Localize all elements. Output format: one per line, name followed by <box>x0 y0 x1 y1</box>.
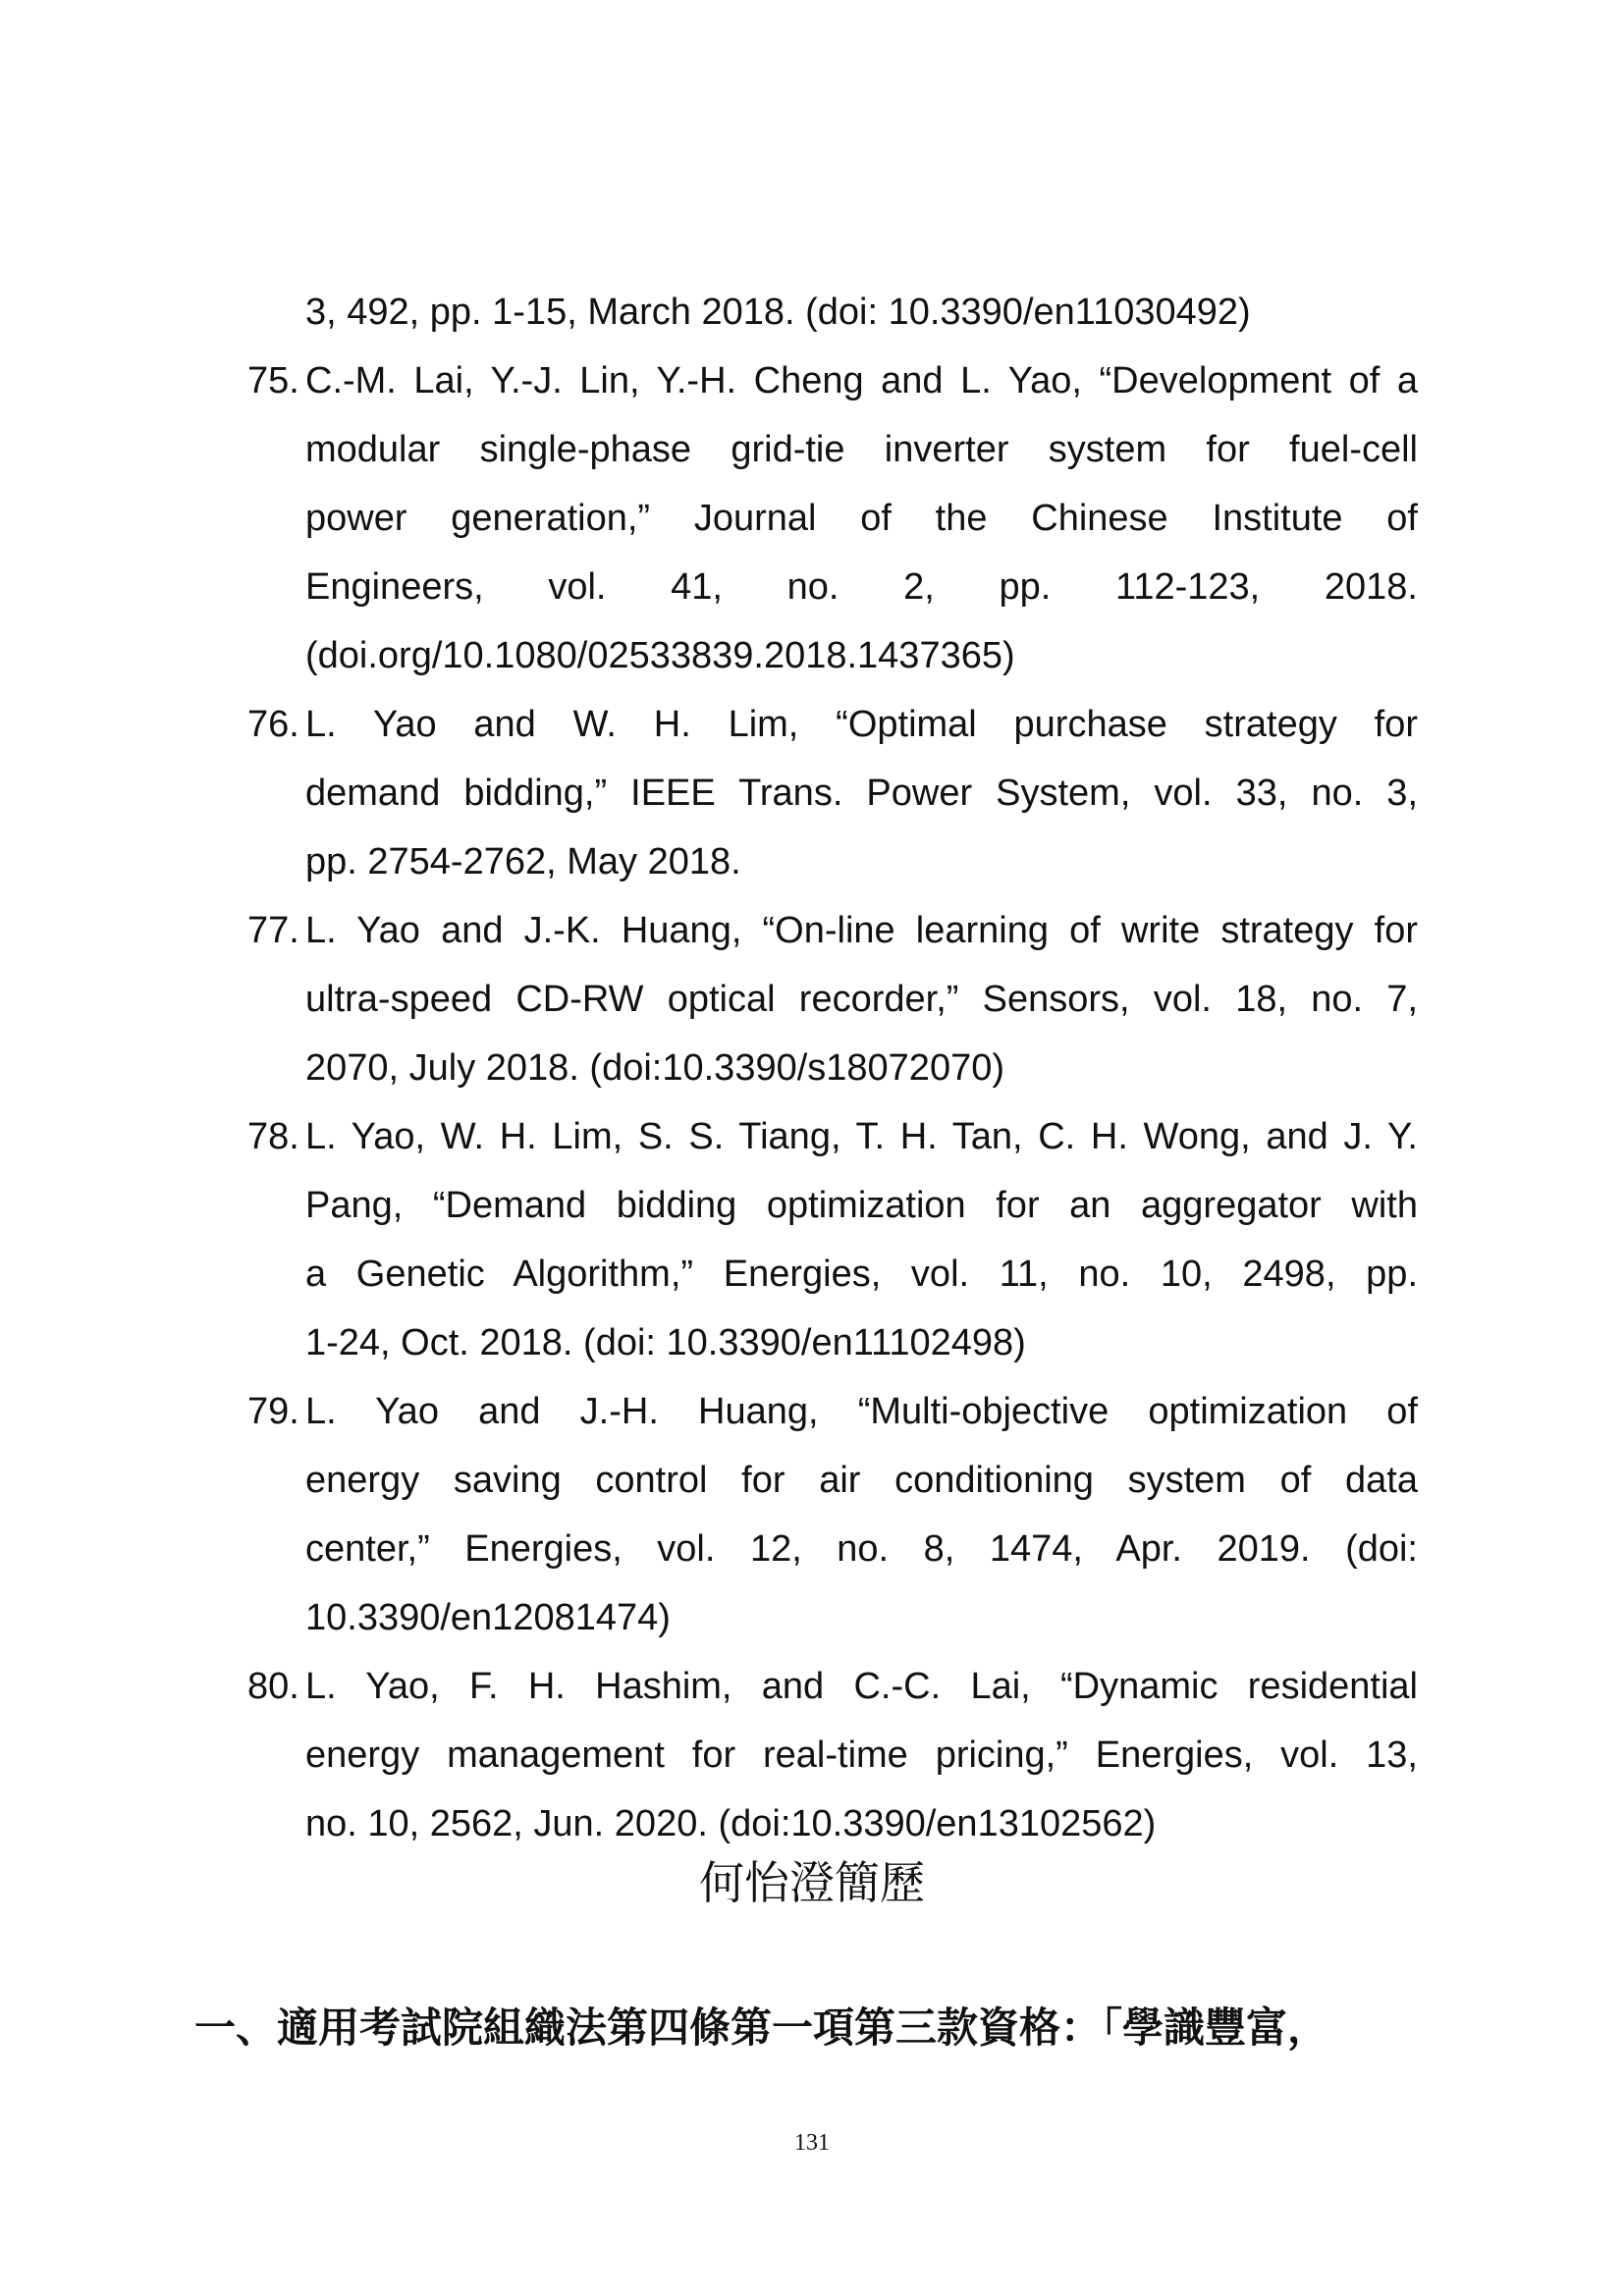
reference-line: Engineers, vol. 41, no. 2, pp. 112-123, 2018. <box>305 566 1418 608</box>
reference-entry <box>247 1652 1418 1858</box>
reference-number: 77. <box>247 910 299 951</box>
reference-line: 2070, July 2018. (doi:10.3390/s18072070) <box>305 1047 1004 1089</box>
reference-line: 3, 492, pp. 1-15, March 2018. (doi: 10.3390/en11030492) <box>305 292 1251 333</box>
section-title: 何怡澄簡歷 <box>699 1857 925 1908</box>
reference-line: L. Yao and J.-K. Huang, “On-line learning of write strategy for <box>305 910 1418 951</box>
reference-number: 75. <box>247 360 299 401</box>
reference-line: a Genetic Algorithm,” Energies, vol. 11, no. 10, 2498, pp. <box>305 1254 1418 1295</box>
reference-line: center,” Energies, vol. 12, no. 8, 1474, Apr. 2019. (doi: <box>305 1528 1418 1570</box>
reference-entry <box>247 1377 1418 1652</box>
reference-line: energy management for real-time pricing,” Energies, vol. 13, <box>305 1735 1418 1776</box>
reference-line: L. Yao, F. H. Hashim, and C.-C. Lai, “Dynamic residential <box>305 1666 1418 1707</box>
reference-line: demand bidding,” IEEE Trans. Power System, vol. 33, no. 3, <box>305 773 1418 814</box>
reference-line: ultra-speed CD-RW optical recorder,” Sensors, vol. 18, no. 7, <box>305 979 1418 1020</box>
reference-line: power generation,” Journal of the Chinese Institute of <box>305 498 1418 539</box>
reference-line: C.-M. Lai, Y.-J. Lin, Y.-H. Cheng and L. Yao, “Development of a <box>305 360 1418 401</box>
reference-entry <box>247 1102 1418 1377</box>
reference-entry <box>247 690 1418 896</box>
reference-number: 76. <box>247 704 299 745</box>
reference-list <box>247 278 1418 1858</box>
reference-line: L. Yao, W. H. Lim, S. S. Tiang, T. H. Tan, C. H. Wong, and J. Y. <box>305 1116 1418 1157</box>
reference-line: modular single-phase grid-tie inverter system for fuel-cell <box>305 429 1418 470</box>
reference-line: pp. 2754-2762, May 2018. <box>305 841 741 882</box>
reference-line: 10.3390/en12081474) <box>305 1597 671 1638</box>
reference-entry <box>247 896 1418 1102</box>
reference-line: L. Yao and J.-H. Huang, “Multi-objective optimization of <box>305 1391 1418 1432</box>
reference-entry <box>247 278 1418 347</box>
reference-line: 1-24, Oct. 2018. (doi: 10.3390/en11102498) <box>305 1322 1026 1363</box>
reference-line: L. Yao and W. H. Lim, “Optimal purchase strategy for <box>305 704 1418 745</box>
section-heading: 一、適用考試院組織法第四條第一項第三款資格：「學識豐富， <box>194 2004 1329 2051</box>
reference-entry <box>247 347 1418 690</box>
reference-number: 78. <box>247 1116 299 1157</box>
reference-line: energy saving control for air conditioning system of data <box>305 1460 1418 1501</box>
reference-number: 80. <box>247 1666 299 1707</box>
page-number: 131 <box>794 2130 830 2156</box>
reference-line: Pang, “Demand bidding optimization for an aggregator with <box>305 1185 1418 1226</box>
reference-number: 79. <box>247 1391 299 1432</box>
reference-line: (doi.org/10.1080/02533839.2018.1437365) <box>305 635 1015 676</box>
reference-line: no. 10, 2562, Jun. 2020. (doi:10.3390/en13102562) <box>305 1803 1157 1844</box>
